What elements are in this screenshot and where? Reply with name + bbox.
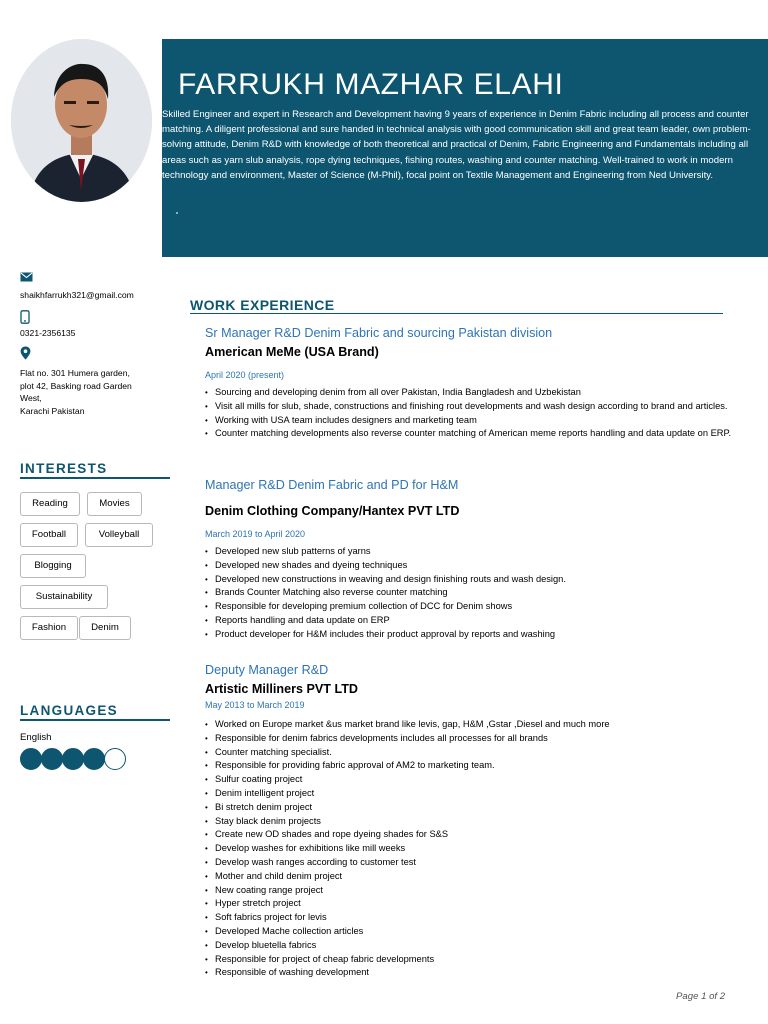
bullet-item: • Denim intelligent project [205,787,768,801]
company-name: American MeMe (USA Brand) [205,345,379,359]
bullet-item: • Developed Mache collection articles [205,925,768,939]
mobile-phone-icon [20,310,30,324]
language-dot-filled [41,748,63,770]
bullet-item: • Mother and child denim project [205,870,768,884]
bullet-item: • Develop washes for exhibitions like mill weeks [205,842,768,856]
language-name: English [20,732,52,743]
languages-rule [20,719,170,721]
interests-rule [20,477,170,479]
job-dates: May 2013 to March 2019 [205,700,305,710]
interest-chip: Denim [79,616,131,640]
bullet-item: • Responsible for denim fabrics developments includes all processes for all brands [205,732,768,746]
job-title: Sr Manager R&D Denim Fabric and sourcing Pakistan division [205,326,553,340]
bullet-item: • Soft fabrics project for levis [205,911,768,925]
bullet-item: • Working with USA team includes designers and marketing team [205,414,768,428]
job-bullets [205,386,768,441]
address-line: Flat no. 301 Humera garden, [20,368,130,378]
bullet-item: • Responsible for developing premium collection of DCC for Denim shows [205,600,768,614]
candidate-name: FARRUKH MAZHAR ELAHI [178,68,564,101]
bullet-item: • Visit all mills for slub, shade, constructions and finishing rout developments and wash design according to brand and articles. [205,400,768,414]
bullet-item: • New coating range project [205,884,768,898]
bullet-item: • Create new OD shades and rope dyeing shades for S&S [205,828,768,842]
interests-heading: INTERESTS [20,461,108,476]
bullet-item: • Responsible for project of cheap fabric developments [205,953,768,967]
bullet-item: • Responsible of washing development [205,966,768,980]
job-title: Manager R&D Denim Fabric and PD for H&M [205,478,459,492]
language-level-indicator [20,748,125,770]
bullet-item: • Developed new constructions in weaving and design finishing routs and wash design. [205,573,768,587]
portrait-illustration [11,39,152,202]
location-pin-icon [20,346,31,360]
job-bullets [205,545,768,642]
bullet-item: • Developed new shades and dyeing techniques [205,559,768,573]
job-dates: April 2020 (present) [205,370,285,380]
bullet-item: • Stay black denim projects [205,815,768,829]
language-dot-filled [83,748,105,770]
envelope-icon [20,272,33,282]
address-line: West, [20,393,42,403]
bullet-item: • Develop bluetella fabrics [205,939,768,953]
bullet-item: • Product developer for H&M includes their product approval by reports and washing [205,628,768,642]
interest-chip: Reading [20,492,80,516]
interest-chip: Football [20,523,78,547]
bullet-item: • Brands Counter Matching also reverse counter matching [205,586,768,600]
profile-summary: Skilled Engineer and expert in Research and Development having 9 years of experience in Denim Fabric including all process and counter matching. A diligent professional and sure handed in technical analysis with good communication skill and great team leader, own problem-solving attitude, Denim R&D with knowledge of both theoretical and practical of Denim, Fabric Engineering and Fundamentals including all areas such as yarn slub analysis, rope dying techniques, fishing routes, washing and counter matching. Well-trained to work in modern technology and environment, Master of Science (M-Phil), focal point on Textile Management and Engineering from Ned University. [162,109,751,181]
interest-chip: Sustainability [20,585,108,609]
bullet-item: • Counter matching developments also reverse counter matching of American meme reports handling and data update on ERP. [205,427,768,441]
bullet-item: • Counter matching specialist. [205,746,768,760]
language-dot-empty [104,748,126,770]
address-line: Karachi Pakistan [20,405,85,416]
bullet-item: • Developed new slub patterns of yarns [205,545,768,559]
bullet-item: • Bi stretch denim project [205,801,768,815]
decorative-dot [176,212,178,214]
address-block [20,367,132,417]
languages-heading: LANGUAGES [20,703,118,718]
page-number: Page 1 of 2 [676,991,726,1002]
email-text: shaikhfarrukh321@gmail.com [20,290,134,300]
company-name: Artistic Milliners PVT LTD [205,682,359,696]
address-line: plot 42, Basking road Garden [20,380,132,391]
language-dot-filled [62,748,84,770]
bullet-item: • Sourcing and developing denim from all over Pakistan, India Bangladesh and Uzbekistan [205,386,768,400]
job-bullets [205,718,768,980]
bullet-item: • Sulfur coating project [205,773,768,787]
interest-chip: Volleyball [85,523,153,547]
work-experience-rule [190,313,723,314]
interest-chip: Blogging [20,554,86,578]
language-dot-filled [20,748,42,770]
job-dates: March 2019 to April 2020 [205,529,306,539]
company-name: Denim Clothing Company/Hantex PVT LTD [205,504,460,518]
bullet-item: • Develop wash ranges according to customer test [205,856,768,870]
bullet-item: • Responsible for providing fabric approval of AM2 to marketing team. [205,759,768,773]
profile-photo [11,39,152,202]
interest-chip: Movies [87,492,142,516]
bullet-item: • Hyper stretch project [205,897,768,911]
job-title: Deputy Manager R&D [205,663,329,677]
interest-chip: Fashion [20,616,78,640]
phone-text: 0321-2356135 [20,328,76,338]
work-experience-heading: WORK EXPERIENCE [190,297,335,313]
bullet-item: • Reports handling and data update on ERP [205,614,768,628]
bullet-item: • Worked on Europe market &us market brand like levis, gap, H&M ,Gstar ,Diesel and much more [205,718,768,732]
